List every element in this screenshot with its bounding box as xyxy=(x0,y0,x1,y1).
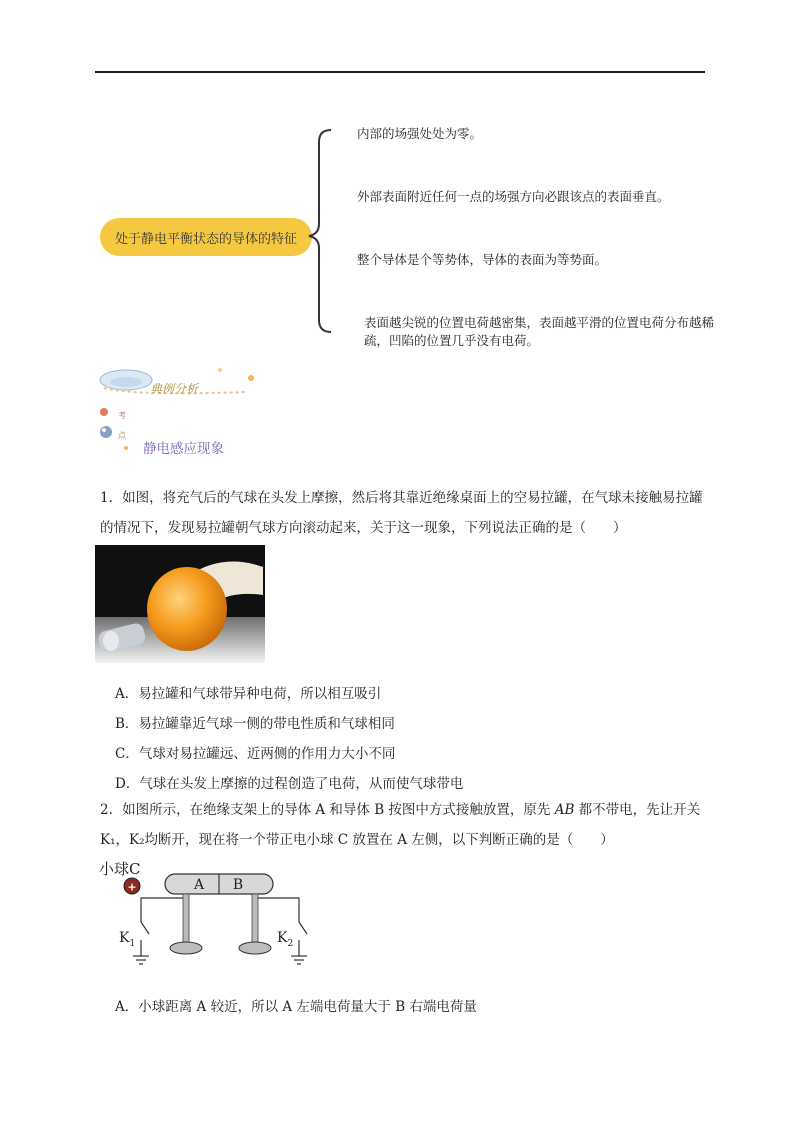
balloon-photo xyxy=(95,545,265,663)
ball-label: 小球C xyxy=(99,860,141,878)
mindmap-center-node: 处于静电平衡状态的导体的特征 xyxy=(100,218,312,256)
conductor-circuit-diagram xyxy=(95,860,325,980)
feature-4: 表面越尖锐的位置电荷越密集，表面越平滑的位置电荷分布越稀疏，凹陷的位置几乎没有电荷。 xyxy=(364,315,715,348)
question-1-text: 1．如图，将充气后的气球在头发上摩擦，然后将其靠近绝缘桌面上的空易拉罐，在气球未接触易拉罐的情况下，发现易拉罐朝气球方向滚动起来，关于这一现象，下列说法正确的是（ ） xyxy=(100,490,703,536)
feature-1: 内部的场强处处为零。 xyxy=(357,126,483,141)
topic-title: 静电感应现象 xyxy=(143,441,224,457)
section-banner-title: 典例分析 xyxy=(150,382,199,396)
switch-k1-label: $K_1$ xyxy=(119,930,136,949)
badge-char-1: 考 xyxy=(118,411,126,420)
switch-k2-label: $K_2$ xyxy=(277,930,294,949)
ball-sign: + xyxy=(127,880,137,894)
badge-char-2: 点 xyxy=(118,431,126,440)
question-2-text: 2．如图所示，在绝缘支架上的导体 A 和导体 B 按图中方式接触放置，原先 AB 都不带电，先让开关 K₁，K₂均断开，现在将一个带正电小球 C 放置在 A 左侧，以下判断正确的是（ ） xyxy=(100,802,701,848)
mindmap-brace xyxy=(305,128,345,334)
question-1-option-a[interactable]: A．易拉罐和气球带异种电荷，所以相互吸引 xyxy=(115,686,382,702)
question-1-option-d[interactable]: D．气球在头发上摩擦的过程创造了电荷，从而使气球带电 xyxy=(115,776,464,792)
header-rule xyxy=(95,71,705,73)
question-1-option-c[interactable]: C．气球对易拉罐远、近两侧的作用力大小不同 xyxy=(115,746,396,762)
question-1-option-b[interactable]: B．易拉罐靠近气球一侧的带电性质和气球相同 xyxy=(115,716,395,732)
feature-3: 整个导体是个等势体，导体的表面为等势面。 xyxy=(357,252,608,267)
conductor-b-label: B xyxy=(232,877,244,893)
feature-2: 外部表面附近任何一点的场强方向必跟该点的表面垂直。 xyxy=(357,189,670,204)
conductor-a-label: A xyxy=(193,877,205,893)
question-2-option-a[interactable]: A．小球距离 A 较近，所以 A 左端电荷量大于 B 右端电荷量 xyxy=(115,999,477,1015)
